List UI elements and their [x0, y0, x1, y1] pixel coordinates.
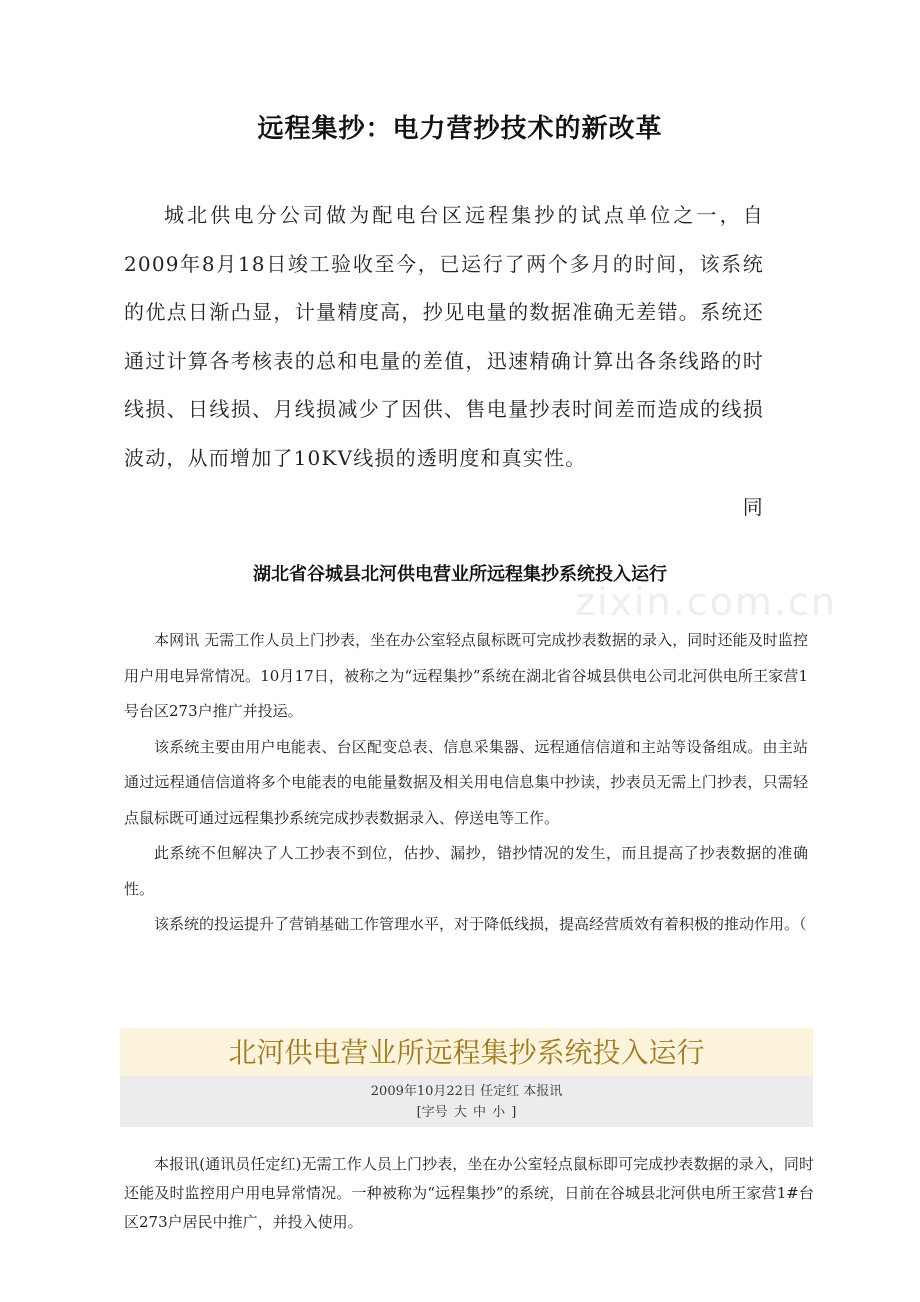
font-size-bracket: ]	[511, 1105, 517, 1120]
report-article	[124, 1150, 814, 1237]
intro-tail: 同	[742, 494, 764, 519]
intro-article	[124, 191, 764, 531]
section-title: 湖北省谷城县北河供电营业所远程集抄系统投入运行	[253, 564, 667, 585]
intro-paragraph: 城北供电分公司做为配电台区远程集抄的试点单位之一，自2009年8月18日竣工验收至今，已运行了两个多月的时间，该系统的优点日渐凸显，计量精度高，抄见电量的数据准确无差错。系统还通过计算各考核表的总和电量的差值，迅速精确计算出各条线路的时线损、日线损、月线损减少了因供、售电量抄表时间差而造成的线损波动，从而增加了10KV线损的透明度和真实性。	[124, 203, 764, 470]
watermark: zixin.com.cn	[575, 580, 837, 624]
font-size-small-link[interactable]: 小	[492, 1105, 506, 1120]
page-title: 远程集抄：电力营抄技术的新改革	[257, 114, 663, 144]
article-banner	[120, 1028, 813, 1127]
news-article	[124, 623, 808, 943]
news-paragraph: 本网讯 无需工作人员上门抄表，坐在办公室轻点鼠标既可完成抄表数据的录入，同时还能及时监控用户用电异常情况。10月17日，被称之为“远程集抄”系统在湖北省谷城县供电公司北河供电所王家营1号台区273户推广并投运。	[124, 631, 808, 720]
news-paragraph: 此系统不但解决了人工抄表不到位，估抄、漏抄，错抄情况的发生，而且提高了抄表数据的准确性。	[124, 844, 808, 898]
report-paragraph: 本报讯(通讯员任定红)无需工作人员上门抄表，坐在办公室轻点鼠标即可完成抄表数据的录入，同时还能及时监控用户用电异常情况。一种被称为“远程集抄”的系统，日前在谷城县北河供电所王家营1#台区273户居民中推广，并投入使用。	[124, 1155, 814, 1231]
font-size-medium-link[interactable]: 中	[472, 1105, 486, 1120]
banner-title: 北河供电营业所远程集抄系统投入运行	[120, 1028, 813, 1076]
news-paragraph: 该系统主要由用户电能表、台区配变总表、信息采集器、远程通信信道和主站等设备组成。由主站通过远程通信信道将多个电能表的电能量数据及相关用电信息集中抄读，抄表员无需上门抄表，只需轻点鼠标既可通过远程集抄系统完成抄表数据录入、停送电等工作。	[124, 737, 808, 827]
news-paragraph: 该系统的投运提升了营销基础工作管理水平，对于降低线损，提高经营质效有着积极的推动作用。（	[154, 915, 807, 933]
font-size-label: [字号	[416, 1105, 448, 1120]
banner-meta: 2009年10月22日 任定红 本报讯	[370, 1084, 563, 1099]
font-size-large-link[interactable]: 大	[453, 1105, 467, 1120]
font-size-control	[120, 1103, 813, 1123]
